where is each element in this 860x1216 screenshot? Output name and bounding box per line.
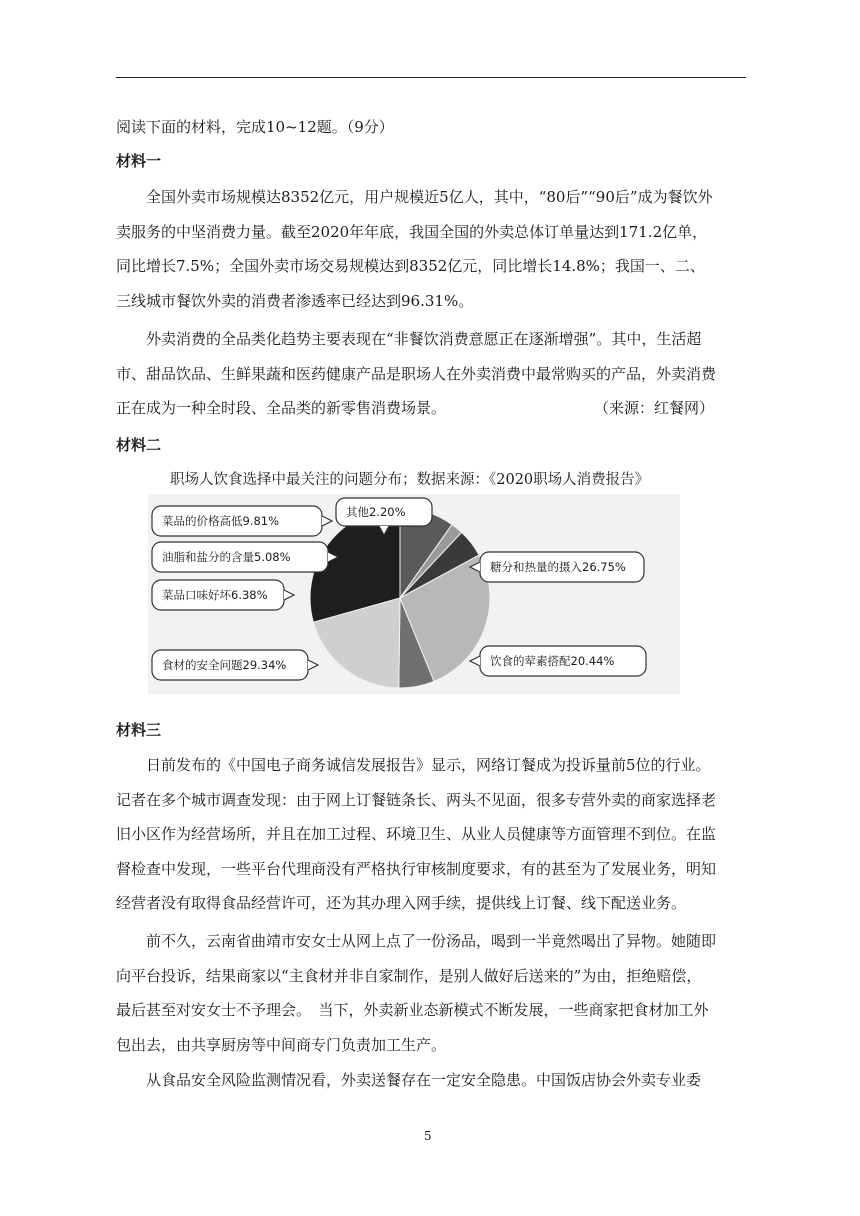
pie-callout-pointer — [308, 660, 318, 670]
pie-callout-6 — [470, 646, 646, 676]
material3-paragraph-2: 前不久，云南省曲靖市安女士从网上点了一份汤品，喝到一半竟然喝出了异物。她随即向平台投诉，结果商家以“主食材并非自家制作，是别人做好后送来的”为由，拒绝赔偿，最后甚至对安女士不予理会。 当下，外卖新业态新模式不断发展，一些商家把食材加工外包出去，由共享厨房等中间商专门负责加工生产。 — [116, 932, 717, 1054]
pie-callout-pointer — [284, 590, 294, 600]
pie-label-1: 菜品的价格高低9.81% — [162, 514, 280, 528]
pie-label-2: 其他2.20% — [346, 505, 406, 519]
instruction-text: 阅读下面的材料，完成10~12题。（9分） — [116, 118, 394, 136]
pie-callout-pointer — [470, 656, 480, 666]
pie-callout-5 — [152, 580, 294, 610]
pie-callout-4 — [470, 552, 644, 582]
pie-callout-3 — [152, 542, 338, 572]
pie-label-7: 食材的安全问题29.34% — [162, 658, 287, 672]
pie-callout-7 — [152, 650, 318, 680]
material1-paragraph-1: 全国外卖市场规模达8352亿元，用户规模近5亿人，其中，“80后”“90后”成为餐饮外卖服务的中坚消费力量。截至2020年年底，我国全国的外卖总体订单量达到171.2亿单，同比增长7.5%；全国外卖市场交易规模达到8352亿元，同比增长14.8%；我国一、二、三线城市餐饮外卖的消费者渗透率已经达到96.31%。 — [116, 188, 713, 310]
material1-paragraph-2-text: 外卖消费的全品类化趋势主要表现在“非餐饮消费意愿正在逐渐增强”。其中，生活超市、甜品饮品、生鲜果蔬和医药健康产品是职场人在外卖消费中最常购买的产品，外卖消费正在成为一种全时段、全品类的新零售消费场景。 — [116, 330, 717, 418]
pie-callout-pointer — [322, 516, 332, 526]
header-rule — [116, 77, 746, 78]
material3-paragraph-3: 从食品安全风险监测情况看，外卖送餐存在一定安全隐患。中国饭店协会外卖专业委 — [146, 1071, 702, 1089]
material2-heading: 材料二 — [116, 436, 162, 454]
pie-callout-1 — [152, 506, 332, 536]
material3-heading: 材料三 — [116, 721, 162, 739]
pie-label-5: 菜品口味好坏6.38% — [162, 588, 268, 602]
pie-label-3: 油脂和盐分的含量5.08% — [162, 550, 291, 564]
chart-caption: 职场人饮食选择中最关注的问题分布；数据来源：《2020职场人消费报告》 — [170, 472, 650, 488]
material1-source: （来源：红餐网） — [594, 399, 715, 417]
pie-chart — [148, 494, 680, 694]
page-number: 5 — [424, 1129, 432, 1143]
material3-paragraph-1: 日前发布的《中国电子商务诚信发展报告》显示，网络订餐成为投诉量前5位的行业。记者在多个城市调查发现：由于网上订餐链条长、两头不见面，很多专营外卖的商家选择老旧小区作为经营场所，并且在加工过程、环境卫生、从业人员健康等方面管理不到位。在监督检查中发现，一些平台代理商没有严格执行审核制度要求，有的甚至为了发展业务，明知经营者没有取得食品经营许可，还为其办理入网手续，提供线上订餐、线下配送业务。 — [116, 756, 717, 913]
material1-heading: 材料一 — [116, 152, 162, 170]
pie-label-6: 饮食的荤素搭配20.44% — [490, 654, 615, 668]
pie-chart-figure — [148, 494, 680, 694]
pie-label-4: 糖分和热量的摄入26.75% — [490, 560, 626, 574]
